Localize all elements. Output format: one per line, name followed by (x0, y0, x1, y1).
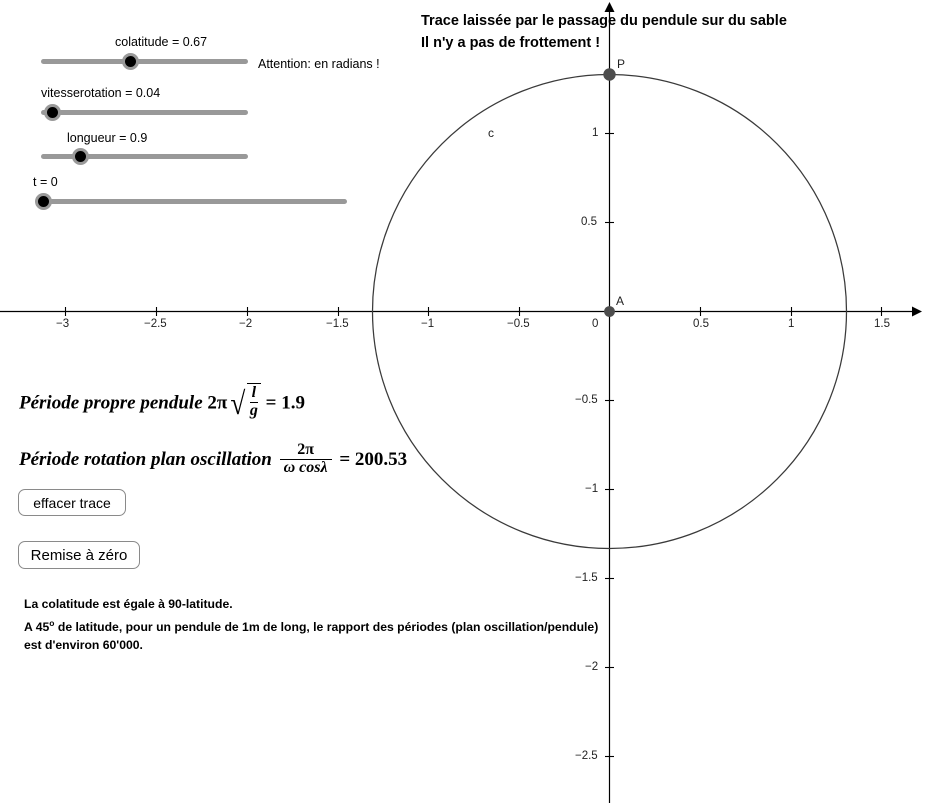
page-title-line1: Trace laissée par le passage du pendule sur du sable (421, 13, 787, 29)
fraction-icon (280, 442, 332, 477)
page-title-line2: Il n'y a pas de frottement ! (421, 35, 601, 51)
point-P[interactable] (603, 68, 615, 80)
sqrt-icon: √ $\frac{l}{g}$ (229, 384, 261, 420)
remise-a-zero-button[interactable]: Remise à zéro (18, 541, 140, 569)
formula-rotation-period (19, 443, 407, 478)
slider-colatitude-knob[interactable] (122, 53, 139, 70)
slider-vitesserotation-track[interactable] (41, 110, 248, 115)
y-tick-label: −1 (585, 483, 599, 495)
x-tick-label: −3 (56, 318, 70, 330)
x-tick-label: 1.5 (874, 318, 890, 330)
x-tick-label: −1.5 (326, 318, 349, 330)
slider-vitesserotation-knob[interactable] (44, 104, 61, 121)
formula-pendulum-denominator: g (249, 401, 258, 419)
formula-rotation-denominator: ω cosλ (280, 459, 332, 477)
slider-colatitude-track[interactable] (41, 59, 248, 64)
x-tick-label: 1 (788, 318, 795, 330)
formula-rotation-numerator: 2π (297, 441, 314, 458)
effacer-trace-button[interactable]: effacer trace (18, 489, 126, 516)
footer-note-line3: est d'environ 60'000. (24, 638, 143, 653)
degree-symbol: o (49, 617, 55, 628)
slider-longueur-knob[interactable] (72, 148, 89, 165)
point-label-A: A (616, 294, 625, 308)
formula-pendulum-equals: = (265, 392, 277, 414)
radians-warning-note: Attention: en radians ! (258, 57, 380, 71)
footer-note-line1: La colatitude est égale à 90-latitude. (24, 597, 233, 611)
slider-t-track[interactable] (36, 199, 347, 204)
y-tick-label: 0.5 (581, 216, 597, 228)
formula-pendulum-numerator: l (251, 384, 257, 401)
footer-note-line2-a: A 45 (24, 619, 50, 634)
formula-pendulum-coefficient: 2π (207, 392, 228, 414)
formula-pendulum-result: 1.9 (281, 392, 305, 414)
footer-note (24, 595, 598, 655)
formula-pendulum-period (19, 386, 305, 422)
x-tick-label: 0.5 (693, 318, 709, 330)
x-tick-label: −0.5 (507, 318, 530, 330)
y-tick-label: −1.5 (575, 572, 598, 584)
slider-t-knob[interactable] (35, 193, 52, 210)
slider-t-label: t = 0 (33, 175, 58, 189)
x-axis-arrow (912, 307, 922, 317)
x-tick-label: −2 (239, 318, 253, 330)
slider-longueur-label: longueur = 0.9 (67, 131, 148, 145)
point-label-P: P (617, 57, 626, 71)
slider-colatitude-label: colatitude = 0.67 (115, 35, 208, 49)
slider-vitesserotation-label: vitesserotation = 0.04 (41, 86, 161, 100)
x-tick-label: −1 (421, 318, 435, 330)
x-tick-label-origin: 0 (592, 318, 599, 330)
y-tick-label: −2 (585, 661, 599, 673)
x-tick-label: −2.5 (144, 318, 167, 330)
formula-rotation-result: 200.53 (354, 448, 408, 470)
formula-pendulum-text: Période propre pendule (19, 392, 203, 414)
y-tick-label: −2.5 (575, 750, 598, 762)
point-A[interactable] (604, 306, 615, 317)
footer-note-line2-b: de latitude, pour un pendule de 1m de long, le rapport des périodes (plan oscillation/pendule) (54, 619, 599, 634)
formula-rotation-equals: = (339, 448, 351, 470)
formula-rotation-text: Période rotation plan oscillation (19, 448, 272, 470)
circle-label-c: c (488, 126, 494, 140)
y-tick-label: −0.5 (575, 394, 598, 406)
footer-note-line2 (24, 614, 598, 637)
y-tick-label: 1 (592, 127, 599, 139)
